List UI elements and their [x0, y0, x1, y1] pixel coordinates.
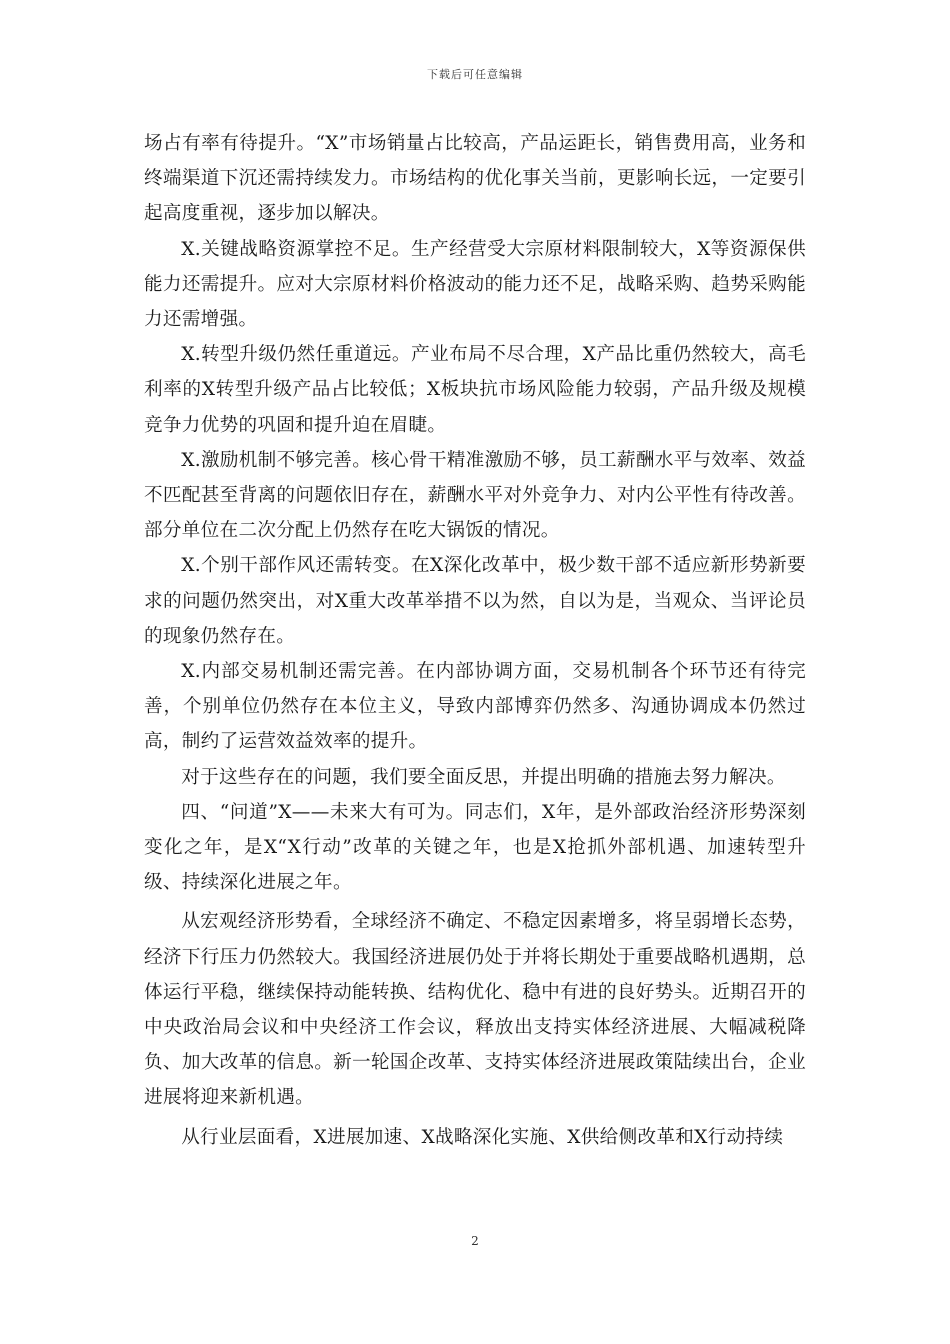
- paragraph: 场占有率有待提升。“X”市场销量占比较高，产品运距长，销售费用高，业务和终端渠道下沉还需持续发力。市场结构的优化事关当前，更影响长远，一定要引起高度重视，逐步加以解决。: [144, 133, 806, 225]
- paragraph: 从行业层面看，X进展加速、X战略深化实施、X供给侧改革和X行动持续: [181, 1126, 784, 1148]
- paragraph: X.关键战略资源掌控不足。生产经营受大宗原材料限制较大，X等资源保供能力还需提升。应对大宗原材料价格波动的能力还不足，战略采购、趋势采购能力还需增强。: [144, 238, 806, 331]
- document-body: [144, 126, 806, 1155]
- paragraph: 对于这些存在的问题，我们要全面反思，并提出明确的措施去努力解决。: [181, 766, 786, 788]
- paragraph: X.个别干部作风还需转变。在X深化改革中，极少数干部不适应新形势新要求的问题仍然突出，对X重大改革举措不以为然，自以为是，当观众、当评论员的现象仍然存在。: [144, 555, 806, 647]
- section-heading-paragraph: 四、“问道”X——未来大有可为。同志们，X年，是外部政治经济形势深刻变化之年，是X“X行动”改革的关键之年，也是X抢抓外部机遇、加速转型升级、持续深化进展之年。: [144, 801, 806, 894]
- paragraph: X.激励机制不够完善。核心骨干精准激励不够，员工薪酬水平与效率、效益不匹配甚至背离的问题依旧存在，薪酬水平对外竞争力、对内公平性有待改善。部分单位在二次分配上仍然存在吃大锅饭的情况。: [144, 449, 806, 542]
- paragraph: 从宏观经济形势看，全球经济不确定、不稳定因素增多，将呈弱增长态势，经济下行压力仍然较大。我国经济进展仍处于并将长期处于重要战略机遇期，总体运行平稳，继续保持动能转换、结构优化、稳中有进的良好势头。近期召开的中央政治局会议和中央经济工作会议，释放出支持实体经济进展、大幅减税降负、加大改革的信息。新一轮国企改革、支持实体经济进展政策陆续出台，企业进展将迎来新机遇。: [144, 911, 806, 1109]
- page-number: 2: [471, 1234, 479, 1248]
- paragraph: X.转型升级仍然任重道远。产业布局不尽合理，X产品比重仍然较大，高毛利率的X转型升级产品占比较低；X板块抗市场风险能力较弱，产品升级及规模竞争力优势的巩固和提升迫在眉睫。: [144, 344, 806, 436]
- paragraph: X.内部交易机制还需完善。在内部协调方面，交易机制各个环节还有待完善，个别单位仍然存在本位主义，导致内部博弈仍然多、沟通协调成本仍然过高，制约了运营效益效率的提升。: [144, 661, 806, 753]
- page-header: 下载后可任意编辑: [427, 68, 523, 81]
